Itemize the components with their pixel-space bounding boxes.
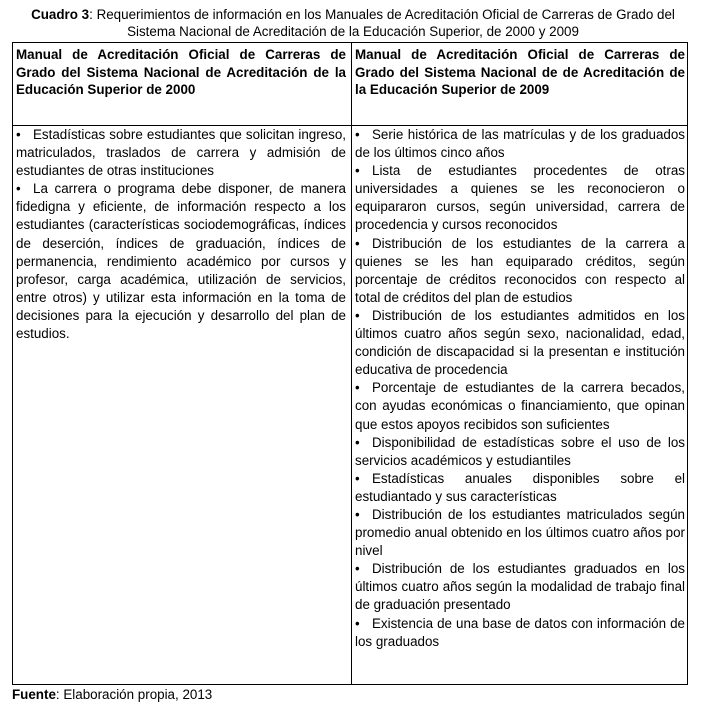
list-item-text: Existencia de una base de datos con información de los graduados (355, 615, 685, 649)
column-2009-items (355, 126, 685, 651)
list-item (355, 235, 685, 307)
list-item (355, 162, 685, 234)
list-item-text: Disponibilidad de estadísticas sobre el uso de los servicios académicos y estudiantiles (355, 434, 685, 468)
list-item-text: Distribución de los estudiantes matriculados según promedio anual obtenido en los últimos cuatro años por nivel (355, 506, 685, 559)
source-label: Fuente (12, 687, 56, 702)
list-item (16, 126, 346, 180)
list-item-text: Estadísticas anuales disponibles sobre el estudiantado y sus características (355, 470, 685, 504)
list-item (355, 615, 685, 651)
bullet-icon: • (355, 127, 360, 142)
bullet-icon: • (355, 235, 360, 251)
list-item-text: Distribución de los estudiantes de la carrera a quienes se les han equiparado créditos, según porcentaje de créditos reconocidos con respecto al total de créditos del plan de estudios (355, 235, 685, 305)
bullet-icon: • (355, 561, 360, 577)
list-item-text: Estadísticas sobre estudiantes que solicitan ingreso, matriculados, traslados de carrera y admisión de estudiantes de otras instituciones (16, 127, 346, 179)
list-item-text: Lista de estudiantes procedentes de otras universidades a quienes se les reconocieron o equipararon cursos, según universidad, carrera de procedencia y cursos reconocidos (355, 163, 685, 233)
list-item-text: Serie histórica de las matrículas y de los graduados de los últimos cinco años (355, 127, 685, 161)
bullet-icon: • (355, 470, 360, 486)
bullet-icon: • (355, 163, 360, 179)
list-item (355, 307, 685, 379)
list-item (355, 470, 685, 506)
list-item (355, 434, 685, 470)
list-item-text: Porcentaje de estudiantes de la carrera becados, con ayudas económicas o financiamiento, que opinan que estos apoyos recibidos son suficientes (355, 380, 685, 432)
caption-label: Cuadro 3 (31, 7, 90, 22)
column-divider (351, 43, 352, 684)
column-2000-items (16, 126, 346, 343)
header-2000: Manual de Acreditación Oficial de Carreras de Grado del Sistema Nacional de Acreditación de la Educación Superior de 2000 (16, 47, 346, 98)
bullet-icon: • (355, 307, 360, 323)
list-item (355, 379, 685, 433)
list-item-text: Distribución de los estudiantes admitidos en los últimos cuatro años según sexo, nacionalidad, edad, condición de discapacidad si la presentan e institución educativa de procedencia (355, 307, 685, 378)
requirements-table (12, 42, 688, 685)
list-item (355, 506, 685, 560)
bullet-icon: • (16, 181, 21, 197)
bullet-icon: • (355, 380, 360, 396)
bullet-icon: • (16, 127, 21, 142)
header-2009: Manual de Acreditación Oficial de Carreras de Grado del Sistema Nacional de de Acreditación de la Educación Superior de 2009 (355, 47, 685, 98)
bullet-icon: • (355, 506, 360, 522)
bullet-icon: • (355, 434, 360, 450)
caption-text: : Requerimientos de información en los Manuales de Acreditación Oficial de Carreras de Grado del Sistema Nacional de Acreditación de la Educación Superior, de 2000 y 2009 (89, 7, 675, 39)
table-caption (8, 6, 698, 40)
source-text: : Elaboración propia, 2013 (55, 687, 213, 702)
bullet-icon: • (355, 615, 360, 631)
list-item-text: Distribución de los estudiantes graduados en los últimos cuatro años según la modalidad de trabajo final de graduación presentado (355, 561, 685, 613)
list-item (355, 560, 685, 614)
source-note (12, 686, 212, 703)
list-item (16, 180, 346, 343)
list-item (355, 126, 685, 162)
list-item-text: La carrera o programa debe disponer, de manera fidedigna y eficiente, de información respecto a los estudiantes (características sociodemográficas, índices de deserción, índices de graduación, índices de permanencia, rendimiento académico por cursos y profesor, carga académica, utilización de servicios, entre otros) y utilizar esta información en la toma de decisiones para la ejecución y desarrollo del plan de estudios. (16, 181, 346, 342)
